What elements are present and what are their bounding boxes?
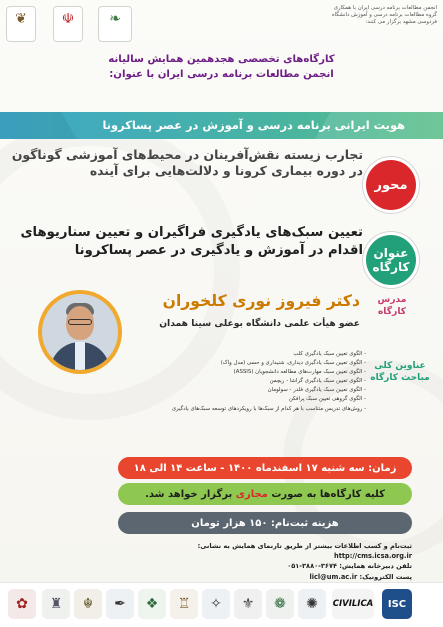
sponsor-logo-icon: ❁ xyxy=(266,589,294,619)
list-item: - الگوی گروهی تعیین سبک پرافکن xyxy=(128,395,366,404)
fee-bar xyxy=(118,512,412,534)
instructor-name: دکتر فیروز نوری کلخوران xyxy=(162,292,360,310)
instructor-label-line: کارگاه xyxy=(377,306,407,317)
intro-heading xyxy=(0,52,443,82)
ministry-logo xyxy=(53,6,83,42)
organizers-line: انجمن مطالعات برنامه درسی ایران با همکاری xyxy=(333,5,437,11)
sponsor-logo-icon: ☬ xyxy=(74,589,102,619)
sponsor-logo-icon: ✒ xyxy=(106,589,134,619)
contact-info xyxy=(118,541,412,582)
registration-label: ثبت‌نام و کسب اطلاعات بیشتر از طریق تارنمای همایش به نشانی: xyxy=(197,542,412,550)
schedule-bar xyxy=(118,457,412,479)
topics-label-line: مباحث کارگاه xyxy=(370,373,430,383)
mode-highlight: مجازی xyxy=(235,488,268,500)
sponsor-logo-icon: ✿ xyxy=(8,589,36,619)
icsa-logo xyxy=(98,6,132,42)
sponsor-logo-icon: ♖ xyxy=(170,589,198,619)
workshop-badge-line: کارگاه xyxy=(372,260,410,274)
phone-text: تلفن دبیرخانه همایش: ۳۶۷۴-۳۸۸۰-۰۵۱ xyxy=(287,562,412,571)
theme-title: هویت ایرانی برنامه درسی و آموزش در عصر پساکرونا xyxy=(102,118,405,132)
workshop-title: تعیین سبک‌های یادگیری فراگیران و تعیین سناریوهای اقدام در آموزش و یادگیری در عصر پساکرونا xyxy=(20,225,363,258)
topics-label xyxy=(370,360,430,384)
workshop-title-badge xyxy=(366,235,416,285)
topics-label-line: عناوین کلی xyxy=(374,361,426,371)
sponsor-logo-icon: ❖ xyxy=(138,589,166,619)
header xyxy=(0,0,443,50)
list-item: - الگوی تعیین سبک مهارت‌های مطالعه دانشجویان (ASSIS) xyxy=(128,368,366,377)
instructor-photo xyxy=(38,290,122,374)
email-link[interactable]: licl@um.ac.ir xyxy=(309,572,358,581)
list-item: - روش‌های تدریس متناسب با هر کدام از سبک‌ها با رویکردهای توسعه سبک‌های یادگیری xyxy=(128,405,366,414)
organizers-line: گروه مطالعات برنامه درسی و آموزش دانشگاه xyxy=(331,12,437,19)
emblem-icon: ❦ xyxy=(15,11,27,27)
portrait-image xyxy=(42,294,118,370)
intro-line: انجمن مطالعات برنامه درسی ایران با عنوان: xyxy=(109,69,334,80)
topics-list xyxy=(128,350,366,414)
axis-badge xyxy=(366,160,416,210)
instructor-label-line: مدرس xyxy=(377,294,407,305)
civilica-logo xyxy=(332,589,374,619)
sponsor-logo-icon: ⚜ xyxy=(234,589,262,619)
university-logo xyxy=(6,6,36,42)
sponsor-logo-icon: ✧ xyxy=(202,589,230,619)
isc-logo xyxy=(382,589,412,619)
theme-banner xyxy=(0,112,443,139)
axis-text: تجارب زیسته نقش‌آفرینان در محیط‌های آموزشی گوناگون در دوره بیماری کرونا و دلالت‌هایی برای آینده xyxy=(11,147,363,178)
website-link[interactable]: http://cms.icsa.org.ir xyxy=(334,552,412,561)
mode-text-before: کلیه کارگاه‌ها به صورت xyxy=(271,488,385,500)
sponsor-logo-icon: ✺ xyxy=(298,589,326,619)
workshop-badge-line: عنوان xyxy=(373,246,409,260)
intro-line: کارگاه‌های تخصصی هجدهمین همایش سالیانه xyxy=(108,54,335,65)
list-item: - الگوی تعیین سبک یادگیری فلدر - سولومان xyxy=(128,386,366,395)
list-item: - الگوی تعیین سبک یادگیری گراشا - ریچمن xyxy=(128,377,366,386)
schedule-text: زمان: سه شنبه ۱۷ اسفندماه ۱۴۰۰ - ساعت ۱۴ الی ۱۸ xyxy=(133,462,397,474)
book-icon: ❧ xyxy=(109,11,121,27)
fee-text: هزینه ثبت‌نام: ۱۵۰ هزار تومان xyxy=(191,517,339,529)
iran-emblem-icon: ☫ xyxy=(61,11,75,27)
sponsor-logo-icon: ♜ xyxy=(42,589,70,619)
email-label: پست الکترونیک: xyxy=(359,572,412,581)
mode-bar xyxy=(118,483,412,505)
mode-text-after: برگزار خواهد شد. xyxy=(145,488,233,500)
isc-text: ISC xyxy=(387,598,407,610)
instructor-label xyxy=(372,294,412,318)
sponsor-logos xyxy=(0,582,443,627)
list-item: - الگوی تعیین سبک یادگیری دیداری، شنیداری و حسی (مدل واک) xyxy=(128,359,366,368)
organizers-text xyxy=(247,5,437,27)
organizers-line: فردوسی مشهد برگزار می کنند: xyxy=(365,19,437,26)
axis-badge-label: محور xyxy=(374,177,408,193)
list-item: - الگوی تعیین سبک یادگیری کلب xyxy=(128,350,366,359)
civilica-text: CIVILICA xyxy=(332,599,374,609)
instructor-affiliation: عضو هیأت علمی دانشگاه بوعلی سینا همدان xyxy=(159,318,360,329)
